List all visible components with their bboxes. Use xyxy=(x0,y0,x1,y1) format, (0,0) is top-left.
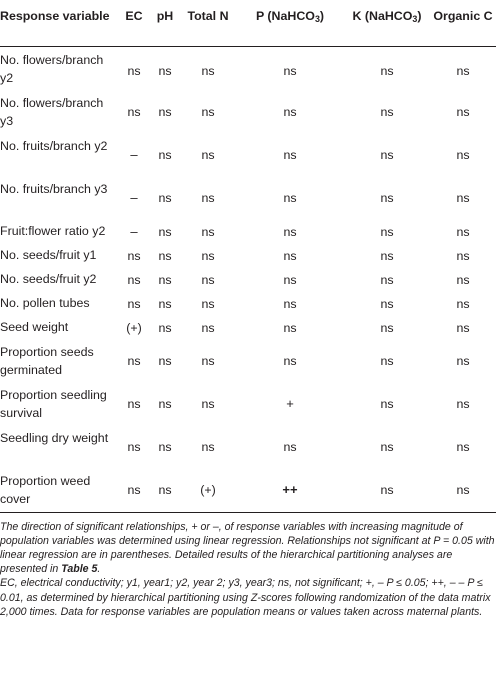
table-cell: ns xyxy=(380,248,394,263)
table-cell: ns xyxy=(201,148,215,162)
table-cell: ns xyxy=(158,63,172,78)
row-label: Proportion seeds germinated xyxy=(0,344,94,377)
column-header: Total N xyxy=(180,0,236,46)
table-cell: ns xyxy=(380,148,394,162)
table-cell: ns xyxy=(201,397,215,411)
footnote-text: . xyxy=(97,563,101,576)
table-cell: ns xyxy=(283,320,297,335)
table-row xyxy=(0,177,496,220)
table-cell: ns xyxy=(283,440,297,454)
table-cell: ns xyxy=(201,440,215,454)
table-cell: ns xyxy=(158,320,172,335)
table-cell: ns xyxy=(380,397,394,411)
table-cell: ns xyxy=(283,63,297,78)
table-cell: ns xyxy=(127,63,141,78)
table-row xyxy=(0,469,496,513)
column-header: EC xyxy=(118,0,150,46)
table-cell: ns xyxy=(150,469,180,513)
footnote-paragraph-2: EC, electrical conductivity; y1, year1; y2, year 2; y3, year3; ns, not significant; +, – P ≤ 0.05; ++, – – P ≤ 0.01, as determined by hierarchical partitioning using Z-scores following randomization of the data matrix 2,000 times. Data for response variables are population means or values taken across maternal plants. xyxy=(0,577,491,618)
table-cell: ns xyxy=(201,272,215,287)
table-cell: – xyxy=(130,223,138,239)
table-cell: ns xyxy=(456,397,470,411)
table-cell: ns xyxy=(158,105,172,119)
table-cell: ns xyxy=(456,148,470,162)
table-row xyxy=(0,316,496,340)
table-cell: ns xyxy=(456,191,470,205)
footnote-paragraph-1 xyxy=(0,520,496,577)
table-cell: ns xyxy=(380,105,394,119)
table-cell: ns xyxy=(456,63,470,78)
table-cell: ns xyxy=(201,224,215,239)
row-label: No. fruits/branch y3 xyxy=(0,181,108,196)
column-header: K (NaHCO$_3$) xyxy=(344,0,430,46)
table-cell: ns xyxy=(283,224,297,239)
table-cell: ns xyxy=(118,469,150,513)
table-cell: ns xyxy=(127,105,141,119)
table-cell: ns xyxy=(127,296,141,311)
table-cell: ns xyxy=(127,440,141,454)
table-cell: ns xyxy=(430,469,496,513)
row-label: No. seeds/fruit y1 xyxy=(0,247,97,262)
column-header: pH xyxy=(150,0,180,46)
table-cell: ns xyxy=(456,105,470,119)
footnote-text: The direction of significant relationships, + or –, of response variables with increasing magnitude of population variables was determined using linear regression. Relationships not significant at P = 0.05 with linear regression are in parentheses. Detailed results of the hierarchical partitioning analyses are presented in xyxy=(0,520,495,576)
table-cell: ns xyxy=(201,354,215,368)
table-row xyxy=(0,91,496,134)
table-cell: + xyxy=(286,396,294,411)
row-label: No. fruits/branch y2 xyxy=(0,138,108,153)
table-cell: ns xyxy=(456,224,470,239)
table-reference-link[interactable]: Table 5 xyxy=(61,563,98,576)
table-cell: ns xyxy=(158,440,172,454)
table-cell: ns xyxy=(158,248,172,263)
table-row xyxy=(0,340,496,383)
table-cell: ns xyxy=(283,248,297,263)
table-row xyxy=(0,220,496,244)
table-row xyxy=(0,383,496,426)
table-cell: ns xyxy=(380,272,394,287)
header-row xyxy=(0,0,496,46)
table-cell: ns xyxy=(456,354,470,368)
table-cell: ns xyxy=(158,354,172,368)
column-header: P (NaHCO$_3$) xyxy=(236,0,344,46)
table-cell: ns xyxy=(456,248,470,263)
table-body xyxy=(0,46,496,512)
table-cell: – xyxy=(130,190,138,205)
table-row xyxy=(0,134,496,177)
table-cell: ns xyxy=(201,320,215,335)
table-cell: ns xyxy=(380,224,394,239)
row-label: No. flowers/branch y2 xyxy=(0,52,104,85)
row-label: Fruit:flower ratio y2 xyxy=(0,223,106,238)
table-cell: ns xyxy=(344,469,430,513)
table-cell: ns xyxy=(201,105,215,119)
row-label: No. flowers/branch y3 xyxy=(0,95,104,128)
table-cell: ns xyxy=(201,191,215,205)
column-header: Response variable xyxy=(0,0,118,46)
table-cell: ns xyxy=(456,440,470,454)
table-row xyxy=(0,268,496,292)
table-cell: ns xyxy=(283,191,297,205)
table-cell: ns xyxy=(158,296,172,311)
table-cell: ns xyxy=(127,354,141,368)
table-row xyxy=(0,426,496,469)
table-row xyxy=(0,292,496,316)
row-label: Proportion seedling survival xyxy=(0,387,107,420)
table-cell: ns xyxy=(158,272,172,287)
column-header: Organic C xyxy=(430,0,496,46)
table-row xyxy=(0,46,496,91)
table-footnote xyxy=(0,520,496,619)
table-cell: ++ xyxy=(236,469,344,513)
table-cell: ns xyxy=(158,397,172,411)
table-cell: ns xyxy=(283,148,297,162)
table-cell: (+) xyxy=(180,469,236,513)
row-label: Seed weight xyxy=(0,319,69,334)
table-cell: ns xyxy=(456,296,470,311)
table-cell: ns xyxy=(380,296,394,311)
table-cell: ns xyxy=(201,248,215,263)
table-cell: ns xyxy=(456,320,470,335)
table-row xyxy=(0,244,496,268)
row-label: Seedling dry weight xyxy=(0,430,109,445)
table-cell: ns xyxy=(380,440,394,454)
table-header xyxy=(0,0,496,46)
table-cell: – xyxy=(130,147,138,162)
row-label: No. seeds/fruit y2 xyxy=(0,271,97,286)
table-cell: ns xyxy=(158,191,172,205)
table-cell: ns xyxy=(158,224,172,239)
table-cell: ns xyxy=(380,191,394,205)
table-cell: ns xyxy=(283,296,297,311)
table-cell: ns xyxy=(456,272,470,287)
table-cell: ns xyxy=(127,397,141,411)
table-cell: ns xyxy=(283,354,297,368)
table-cell: ns xyxy=(127,272,141,287)
table-cell: ns xyxy=(283,105,297,119)
row-label: Proportion weed cover xyxy=(0,469,118,513)
table-cell: ns xyxy=(283,272,297,287)
table-cell: ns xyxy=(127,248,141,263)
table-cell: (+) xyxy=(126,320,142,335)
table-cell: ns xyxy=(201,63,215,78)
row-label: No. pollen tubes xyxy=(0,295,90,310)
table-cell: ns xyxy=(380,320,394,335)
table-cell: ns xyxy=(380,63,394,78)
table-cell: ns xyxy=(158,148,172,162)
table-cell: ns xyxy=(380,354,394,368)
table-cell: ns xyxy=(201,296,215,311)
